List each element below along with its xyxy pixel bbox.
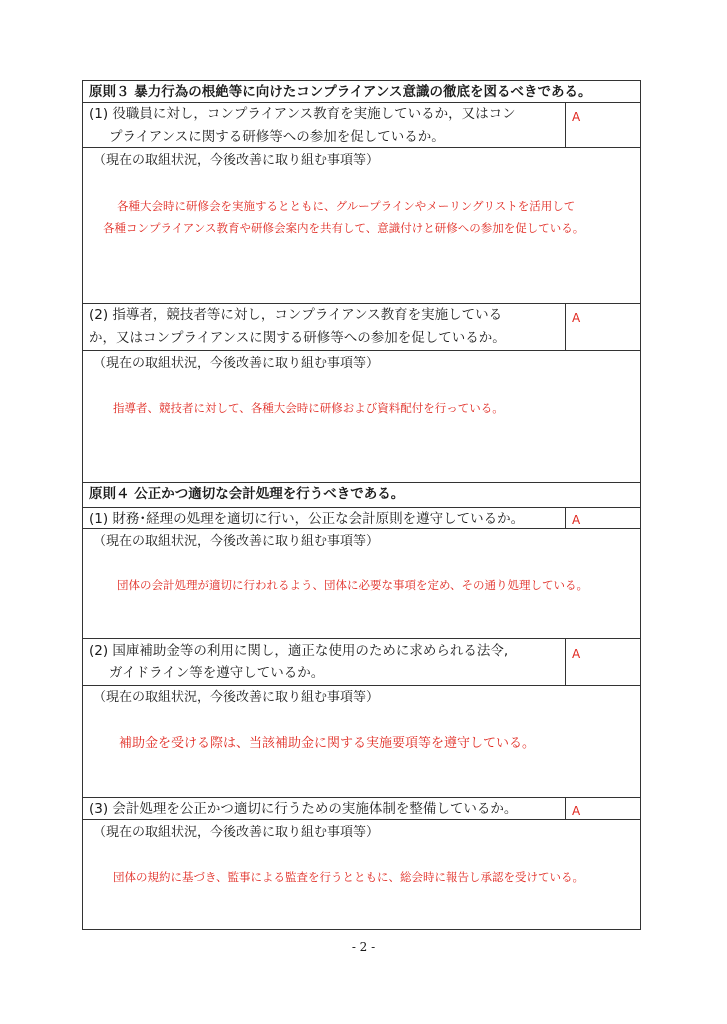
p3-q1-answer-line2: 各種コンプライアンス教育や研修会案内を共有して、意識付けと研修への参加を促している。	[103, 221, 585, 235]
divider	[83, 685, 640, 686]
divider	[83, 350, 640, 351]
principle4-heading: 原則４ 公正かつ適切な会計処理を行うべきである。	[89, 486, 405, 502]
p4-q2-answer-line1: 補助金を受ける際は、当該補助金に関する実施要項等を遵守している。	[119, 736, 536, 751]
divider	[83, 147, 640, 148]
p4-q1-status-label: （現在の取組状況，今後改善に取り組む事項等）	[93, 534, 380, 549]
p4-q3-status-label: （現在の取組状況，今後改善に取り組む事項等）	[93, 825, 380, 840]
p4-q2-grade: A	[572, 647, 581, 661]
p4-q2-line1: (2) 国庫補助金等の利用に関し，適正な使用のために求められる法令,	[89, 643, 509, 659]
page-number: - 2 -	[351, 940, 376, 954]
p3-q1-status-label: （現在の取組状況，今後改善に取り組む事項等）	[93, 153, 380, 168]
p3-q1-line1: (1) 役職員に対し，コンプライアンス教育を実施しているか，又はコン	[89, 106, 516, 122]
divider	[83, 797, 640, 798]
compliance-table	[82, 80, 641, 930]
grade-divider	[565, 797, 566, 819]
p4-q2-status-label: （現在の取組状況，今後改善に取り組む事項等）	[93, 690, 380, 705]
p4-q1-line1: (1) 財務･経理の処理を適切に行い，公正な会計原則を遵守しているか。	[89, 511, 525, 527]
p3-q1-answer-line1: 各種大会時に研修会を実施するとともに、グループラインやメーリングリストを活用して	[117, 199, 576, 213]
divider	[83, 303, 640, 304]
grade-divider	[565, 507, 566, 528]
p4-q2-line2: ガイドライン等を遵守しているか。	[109, 665, 325, 681]
p3-q2-line2: か，又はコンプライアンスに関する研修等への参加を促しているか。	[89, 330, 506, 346]
divider	[83, 638, 640, 639]
p4-q3-line1: (3) 会計処理を公正かつ適切に行うための実施体制を整備しているか。	[89, 801, 518, 817]
divider	[83, 507, 640, 508]
principle3-heading: 原則３ 暴力行為の根絶等に向けたコンプライアンス意識の徹底を図るべきである。	[89, 84, 592, 100]
p3-q2-line1: (2) 指導者，競技者等に対し，コンプライアンス教育を実施している	[89, 307, 503, 323]
divider	[83, 819, 640, 820]
p3-q1-line2: プライアンスに関する研修等への参加を促しているか。	[109, 129, 445, 145]
p4-q3-grade: A	[572, 804, 581, 818]
p4-q3-answer-line1: 団体の規約に基づき、監事による監査を行うとともに、総会時に報告し承認を受けている。	[113, 870, 585, 884]
grade-divider	[565, 303, 566, 350]
p4-q1-answer-line1: 団体の会計処理が適切に行われるよう、団体に必要な事項を定め、その通り処理している。	[117, 578, 589, 592]
divider	[83, 102, 640, 103]
p3-q2-answer-line1: 指導者、競技者に対して、各種大会時に研修および資料配付を行っている。	[113, 401, 504, 415]
divider	[83, 482, 640, 483]
p3-q1-grade: A	[572, 110, 581, 124]
p4-q1-grade: A	[572, 513, 581, 527]
grade-divider	[565, 638, 566, 685]
grade-divider	[565, 102, 566, 147]
divider	[83, 528, 640, 529]
p3-q2-status-label: （現在の取組状況，今後改善に取り組む事項等）	[93, 356, 380, 371]
p3-q2-grade: A	[572, 311, 581, 325]
